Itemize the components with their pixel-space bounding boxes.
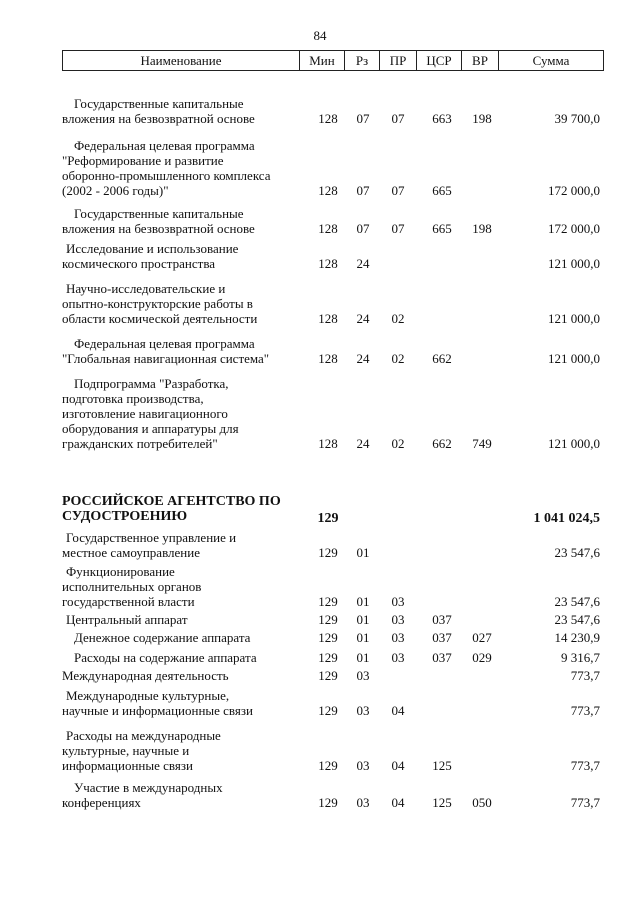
row-name-line: Исследование и использование <box>66 241 239 256</box>
cell-min: 128 <box>318 311 338 326</box>
row-name-line: изготовление навигационного <box>62 406 228 421</box>
cell-pr: 03 <box>391 594 405 609</box>
row-name-line: "Реформирование и развитие <box>62 153 224 168</box>
row-name-line: культурные, научные и <box>62 743 190 758</box>
cell-rz: 03 <box>356 795 370 810</box>
row-name <box>62 668 302 683</box>
table-row <box>0 650 640 665</box>
row-name <box>62 281 302 326</box>
cell-pr: 02 <box>391 436 405 451</box>
row-name-line: Денежное содержание аппарата <box>74 630 251 645</box>
row-name-line: научные и информационные связи <box>62 703 253 718</box>
row-name-line: Научно-исследовательские и <box>66 281 226 296</box>
cell-sum: 23 547,6 <box>554 612 600 627</box>
row-name <box>62 336 302 366</box>
cell-csr: 662 <box>432 351 452 366</box>
row-name <box>62 530 302 560</box>
row-name <box>62 138 302 198</box>
cell-pr: 04 <box>391 795 405 810</box>
cell-min: 129 <box>318 594 338 609</box>
cell-rz: 07 <box>356 111 370 126</box>
table-row <box>0 494 640 526</box>
table-row <box>0 564 640 609</box>
cell-rz: 24 <box>356 436 370 451</box>
row-name <box>62 206 302 236</box>
table-row <box>0 728 640 773</box>
row-name-line: Участие в международных <box>74 780 223 795</box>
cell-sum: 773,7 <box>570 758 600 773</box>
row-name-line: Расходы на содержание аппарата <box>74 650 257 665</box>
cell-vr: 029 <box>472 650 492 665</box>
row-name-line: Международные культурные, <box>66 688 230 703</box>
cell-csr: 665 <box>432 221 452 236</box>
cell-rz: 01 <box>356 650 370 665</box>
cell-sum: 172 000,0 <box>548 221 600 236</box>
cell-rz: 07 <box>356 221 370 236</box>
cell-pr: 02 <box>391 351 405 366</box>
row-name-line: вложения на безвозвратной основе <box>62 111 255 126</box>
row-name-line: конференциях <box>62 795 141 810</box>
cell-min: 128 <box>318 351 338 366</box>
row-name-line: информационные связи <box>62 758 193 773</box>
cell-sum: 773,7 <box>570 795 600 810</box>
table-row <box>0 668 640 683</box>
cell-sum: 14 230,9 <box>554 630 600 645</box>
cell-csr: 662 <box>432 436 452 451</box>
cell-pr: 04 <box>391 703 405 718</box>
cell-pr: 03 <box>391 630 405 645</box>
cell-pr: 07 <box>391 221 405 236</box>
cell-min: 128 <box>318 256 338 271</box>
row-name-line: оборонно-промышленного комплекса <box>62 168 271 183</box>
row-name-line: СУДОСТРОЕНИЮ <box>62 509 188 524</box>
cell-csr: 125 <box>432 795 452 810</box>
table-row <box>0 612 640 627</box>
cell-csr: 125 <box>432 758 452 773</box>
cell-sum: 39 700,0 <box>554 111 600 126</box>
cell-pr: 03 <box>391 650 405 665</box>
cell-rz: 07 <box>356 183 370 198</box>
row-name <box>62 728 302 773</box>
cell-sum: 121 000,0 <box>548 311 600 326</box>
row-name-line: вложения на безвозвратной основе <box>62 221 255 236</box>
cell-sum: 172 000,0 <box>548 183 600 198</box>
table-row <box>0 336 640 366</box>
cell-vr: 198 <box>472 111 492 126</box>
table-row <box>0 530 640 560</box>
cell-vr: 749 <box>472 436 492 451</box>
cell-csr: 663 <box>432 111 452 126</box>
row-name <box>62 780 302 810</box>
cell-rz: 03 <box>356 703 370 718</box>
header-csr: ЦСР <box>417 51 462 71</box>
row-name-line: гражданских потребителей" <box>62 436 218 451</box>
cell-sum: 23 547,6 <box>554 545 600 560</box>
row-name-line: Международная деятельность <box>62 668 229 683</box>
cell-vr: 027 <box>472 630 492 645</box>
row-name-line: РОССИЙСКОЕ АГЕНТСТВО ПО <box>62 494 281 509</box>
row-name-line: подготовка производства, <box>62 391 204 406</box>
cell-rz: 01 <box>356 612 370 627</box>
cell-min: 129 <box>318 630 338 645</box>
table-row <box>0 138 640 198</box>
cell-min: 129 <box>318 758 338 773</box>
table-row <box>0 376 640 451</box>
cell-min: 129 <box>318 795 338 810</box>
cell-pr: 04 <box>391 758 405 773</box>
row-name-line: местное самоуправление <box>62 545 200 560</box>
cell-vr: 050 <box>472 795 492 810</box>
cell-min: 129 <box>318 545 338 560</box>
cell-sum: 121 000,0 <box>548 256 600 271</box>
row-name-line: (2002 - 2006 годы)" <box>62 183 169 198</box>
cell-pr: 02 <box>391 311 405 326</box>
cell-min: 129 <box>318 703 338 718</box>
row-name-line: Функционирование <box>66 564 175 579</box>
cell-sum: 9 316,7 <box>561 650 600 665</box>
page-number: 84 <box>313 28 327 43</box>
row-name-line: Государственное управление и <box>66 530 237 545</box>
row-name <box>62 688 302 718</box>
table-row <box>0 281 640 326</box>
cell-pr: 03 <box>391 612 405 627</box>
row-name-line: Центральный аппарат <box>66 612 188 627</box>
cell-min: 128 <box>318 111 338 126</box>
cell-sum: 773,7 <box>570 668 600 683</box>
cell-sum: 1 041 024,5 <box>533 511 600 526</box>
row-name-line: Государственные капитальные <box>74 96 244 111</box>
row-name <box>62 241 302 271</box>
row-name-line: Федеральная целевая программа <box>74 138 255 153</box>
row-name-line: космического пространства <box>62 256 216 271</box>
row-name-line: "Глобальная навигационная система" <box>62 351 270 366</box>
cell-sum: 23 547,6 <box>554 594 600 609</box>
header-name: Наименование <box>63 51 300 71</box>
cell-csr: 665 <box>432 183 452 198</box>
row-name-line: государственной власти <box>62 594 195 609</box>
row-name-line: Расходы на международные <box>66 728 221 743</box>
row-name <box>62 630 302 645</box>
cell-rz: 01 <box>356 594 370 609</box>
cell-vr: 198 <box>472 221 492 236</box>
cell-sum: 121 000,0 <box>548 436 600 451</box>
row-name <box>62 494 302 524</box>
cell-min: 128 <box>318 221 338 236</box>
cell-csr: 037 <box>432 630 452 645</box>
table-row <box>0 780 640 810</box>
table-row <box>0 241 640 271</box>
row-name <box>62 650 302 665</box>
table-row <box>0 630 640 645</box>
cell-min: 128 <box>318 183 338 198</box>
header-rz: Рз <box>345 51 380 71</box>
row-name-line: Подпрограмма "Разработка, <box>74 376 229 391</box>
row-name <box>62 612 302 627</box>
row-name <box>62 96 302 126</box>
header-vr: ВР <box>462 51 499 71</box>
cell-min: 129 <box>318 612 338 627</box>
header-sum: Сумма <box>499 51 604 71</box>
cell-rz: 03 <box>356 758 370 773</box>
cell-csr: 037 <box>432 612 452 627</box>
row-name <box>62 564 302 609</box>
header-min: Мин <box>300 51 345 71</box>
cell-csr: 037 <box>432 650 452 665</box>
cell-min: 129 <box>317 511 339 526</box>
cell-sum: 773,7 <box>570 703 600 718</box>
row-name-line: исполнительных органов <box>62 579 202 594</box>
table-row <box>0 96 640 126</box>
row-name <box>62 376 302 451</box>
table-row <box>0 688 640 718</box>
cell-pr: 07 <box>391 183 405 198</box>
row-name-line: оборудования и аппаратуры для <box>62 421 239 436</box>
cell-min: 128 <box>318 436 338 451</box>
cell-min: 129 <box>318 668 338 683</box>
cell-rz: 24 <box>356 351 370 366</box>
cell-rz: 01 <box>356 545 370 560</box>
table-row <box>0 206 640 236</box>
cell-rz: 01 <box>356 630 370 645</box>
cell-pr: 07 <box>391 111 405 126</box>
cell-rz: 03 <box>356 668 370 683</box>
cell-rz: 24 <box>356 256 370 271</box>
row-name-line: области космической деятельности <box>62 311 258 326</box>
cell-rz: 24 <box>356 311 370 326</box>
cell-min: 129 <box>318 650 338 665</box>
header-pr: ПР <box>380 51 417 71</box>
row-name-line: Государственные капитальные <box>74 206 244 221</box>
row-name-line: Федеральная целевая программа <box>74 336 255 351</box>
row-name-line: опытно-конструкторские работы в <box>62 296 253 311</box>
cell-sum: 121 000,0 <box>548 351 600 366</box>
